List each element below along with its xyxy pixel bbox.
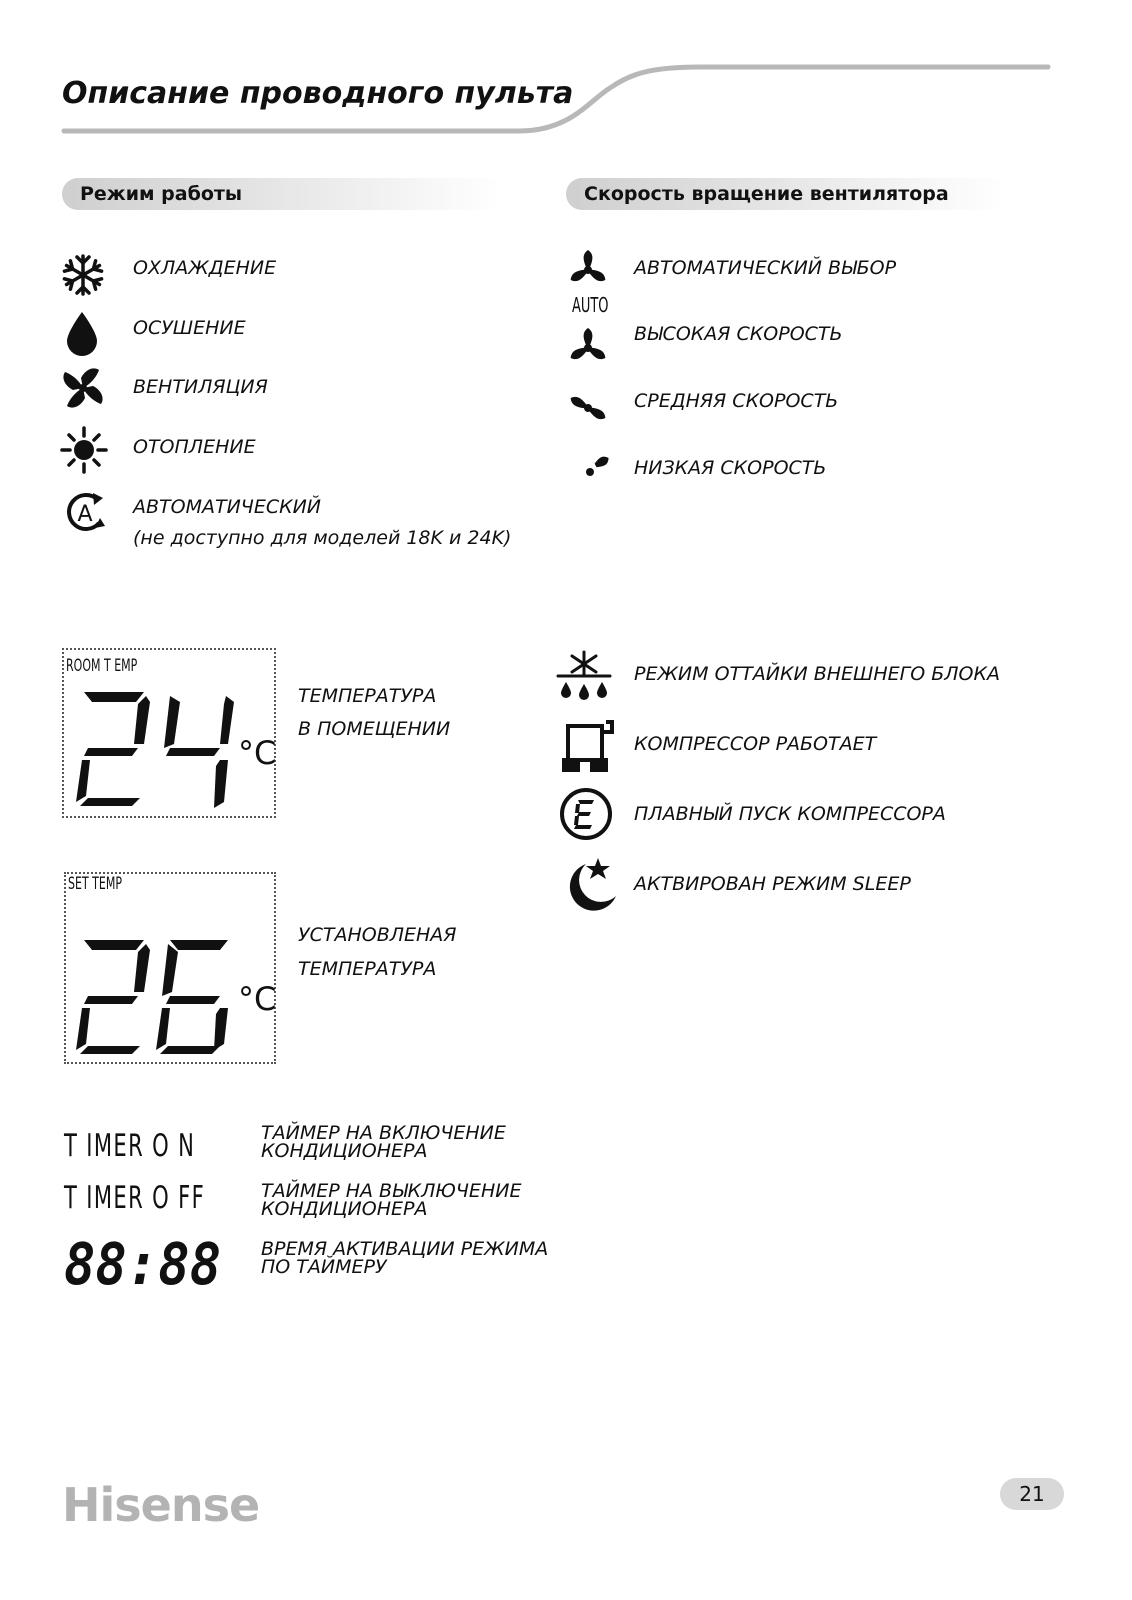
- soft-start-icon: [558, 786, 614, 842]
- page-title: Описание проводного пульта: [62, 76, 574, 111]
- sleep-icon: [560, 856, 620, 914]
- defrost-icon: [556, 650, 612, 702]
- fan-section-header: Скорость вращение вентилятора: [566, 178, 1006, 210]
- mode-heat-label: ОТОПЛЕНИЕ: [133, 436, 256, 458]
- mode-dry-label: ОСУШЕНИЕ: [133, 317, 246, 339]
- timer-clock-label-line1: ВРЕМЯ АКТИВАЦИИ РЕЖИМА: [261, 1238, 549, 1260]
- timer-on-label-line1: ТАЙМЕР НА ВКЛЮЧЕНИЕ: [261, 1122, 506, 1144]
- set-temp-unit: °C: [238, 980, 277, 1018]
- timer-clock-label-line2: ПО ТАЙМЕРУ: [261, 1256, 387, 1278]
- fan-low-icon: [575, 452, 611, 482]
- fan-medium-label: СРЕДНЯЯ СКОРОСТЬ: [634, 390, 839, 412]
- set-temp-digits: [74, 936, 244, 1060]
- set-temp-label-line2: ТЕМПЕРАТУРА: [298, 958, 437, 980]
- fan-high-label: ВЫСОКАЯ СКОРОСТЬ: [634, 323, 843, 345]
- compressor-label: КОМПРЕССОР РАБОТАЕТ: [634, 733, 877, 755]
- defrost-label: РЕЖИМ ОТТАЙКИ ВНЕШНЕГО БЛОКА: [634, 663, 1000, 685]
- page-number: 21: [1000, 1478, 1064, 1510]
- brand-logo: Hisense: [62, 1478, 260, 1532]
- timer-on-text: T IMER O N: [64, 1128, 196, 1164]
- fan-auto-icon: [565, 248, 611, 292]
- drop-icon: [64, 310, 100, 356]
- room-temp-label-line2: В ПОМЕЩЕНИИ: [298, 718, 451, 740]
- mode-fan-label: ВЕНТИЛЯЦИЯ: [133, 376, 268, 398]
- header-swoosh: [0, 0, 1132, 150]
- soft-start-label: ПЛАВНЫЙ ПУСК КОМПРЕССОРА: [634, 803, 946, 825]
- modes-section-header: Режим работы: [62, 178, 502, 210]
- timer-on-label-line2: КОНДИЦИОНЕРА: [261, 1140, 428, 1162]
- mode-auto-label: АВТОМАТИЧЕСКИЙ: [133, 496, 322, 518]
- timer-off-label-line1: ТАЙМЕР НА ВЫКЛЮЧЕНИЕ: [261, 1180, 522, 1202]
- timer-off-text: T IMER O FF: [64, 1180, 206, 1216]
- room-temp-caption: ROOM T EMP: [66, 656, 138, 676]
- timer-off-label-line2: КОНДИЦИОНЕРА: [261, 1198, 428, 1220]
- sleep-label: АКТВИРОВАН РЕЖИМ SLEEP: [634, 873, 911, 895]
- sun-icon: [60, 426, 108, 474]
- snowflake-icon: [60, 252, 106, 298]
- set-temp-caption: SET TEMP: [68, 874, 122, 894]
- room-temp-label-line1: ТЕМПЕРАТУРА: [298, 685, 437, 707]
- mode-cooling-label: ОХЛАЖДЕНИЕ: [133, 257, 277, 279]
- set-temp-label-line1: УСТАНОВЛЕНАЯ: [298, 924, 457, 946]
- fan-icon: [60, 366, 106, 410]
- compressor-icon: [560, 718, 616, 774]
- svg-text:A: A: [77, 502, 93, 527]
- fan-high-icon: [565, 326, 611, 370]
- room-temp-unit: °C: [238, 734, 277, 772]
- auto-mode-icon: [62, 490, 108, 536]
- timer-clock-text: 88:88: [64, 1230, 222, 1298]
- room-temp-digits: [74, 688, 244, 812]
- fan-low-label: НИЗКАЯ СКОРОСТЬ: [634, 457, 827, 479]
- mode-auto-note: (не доступно для моделей 18K и 24K): [133, 527, 512, 549]
- fan-medium-icon: [565, 388, 611, 428]
- fan-auto-label: АВТОМАТИЧЕСКИЙ ВЫБОР: [634, 257, 897, 279]
- fan-auto-text: AUTO: [572, 293, 609, 317]
